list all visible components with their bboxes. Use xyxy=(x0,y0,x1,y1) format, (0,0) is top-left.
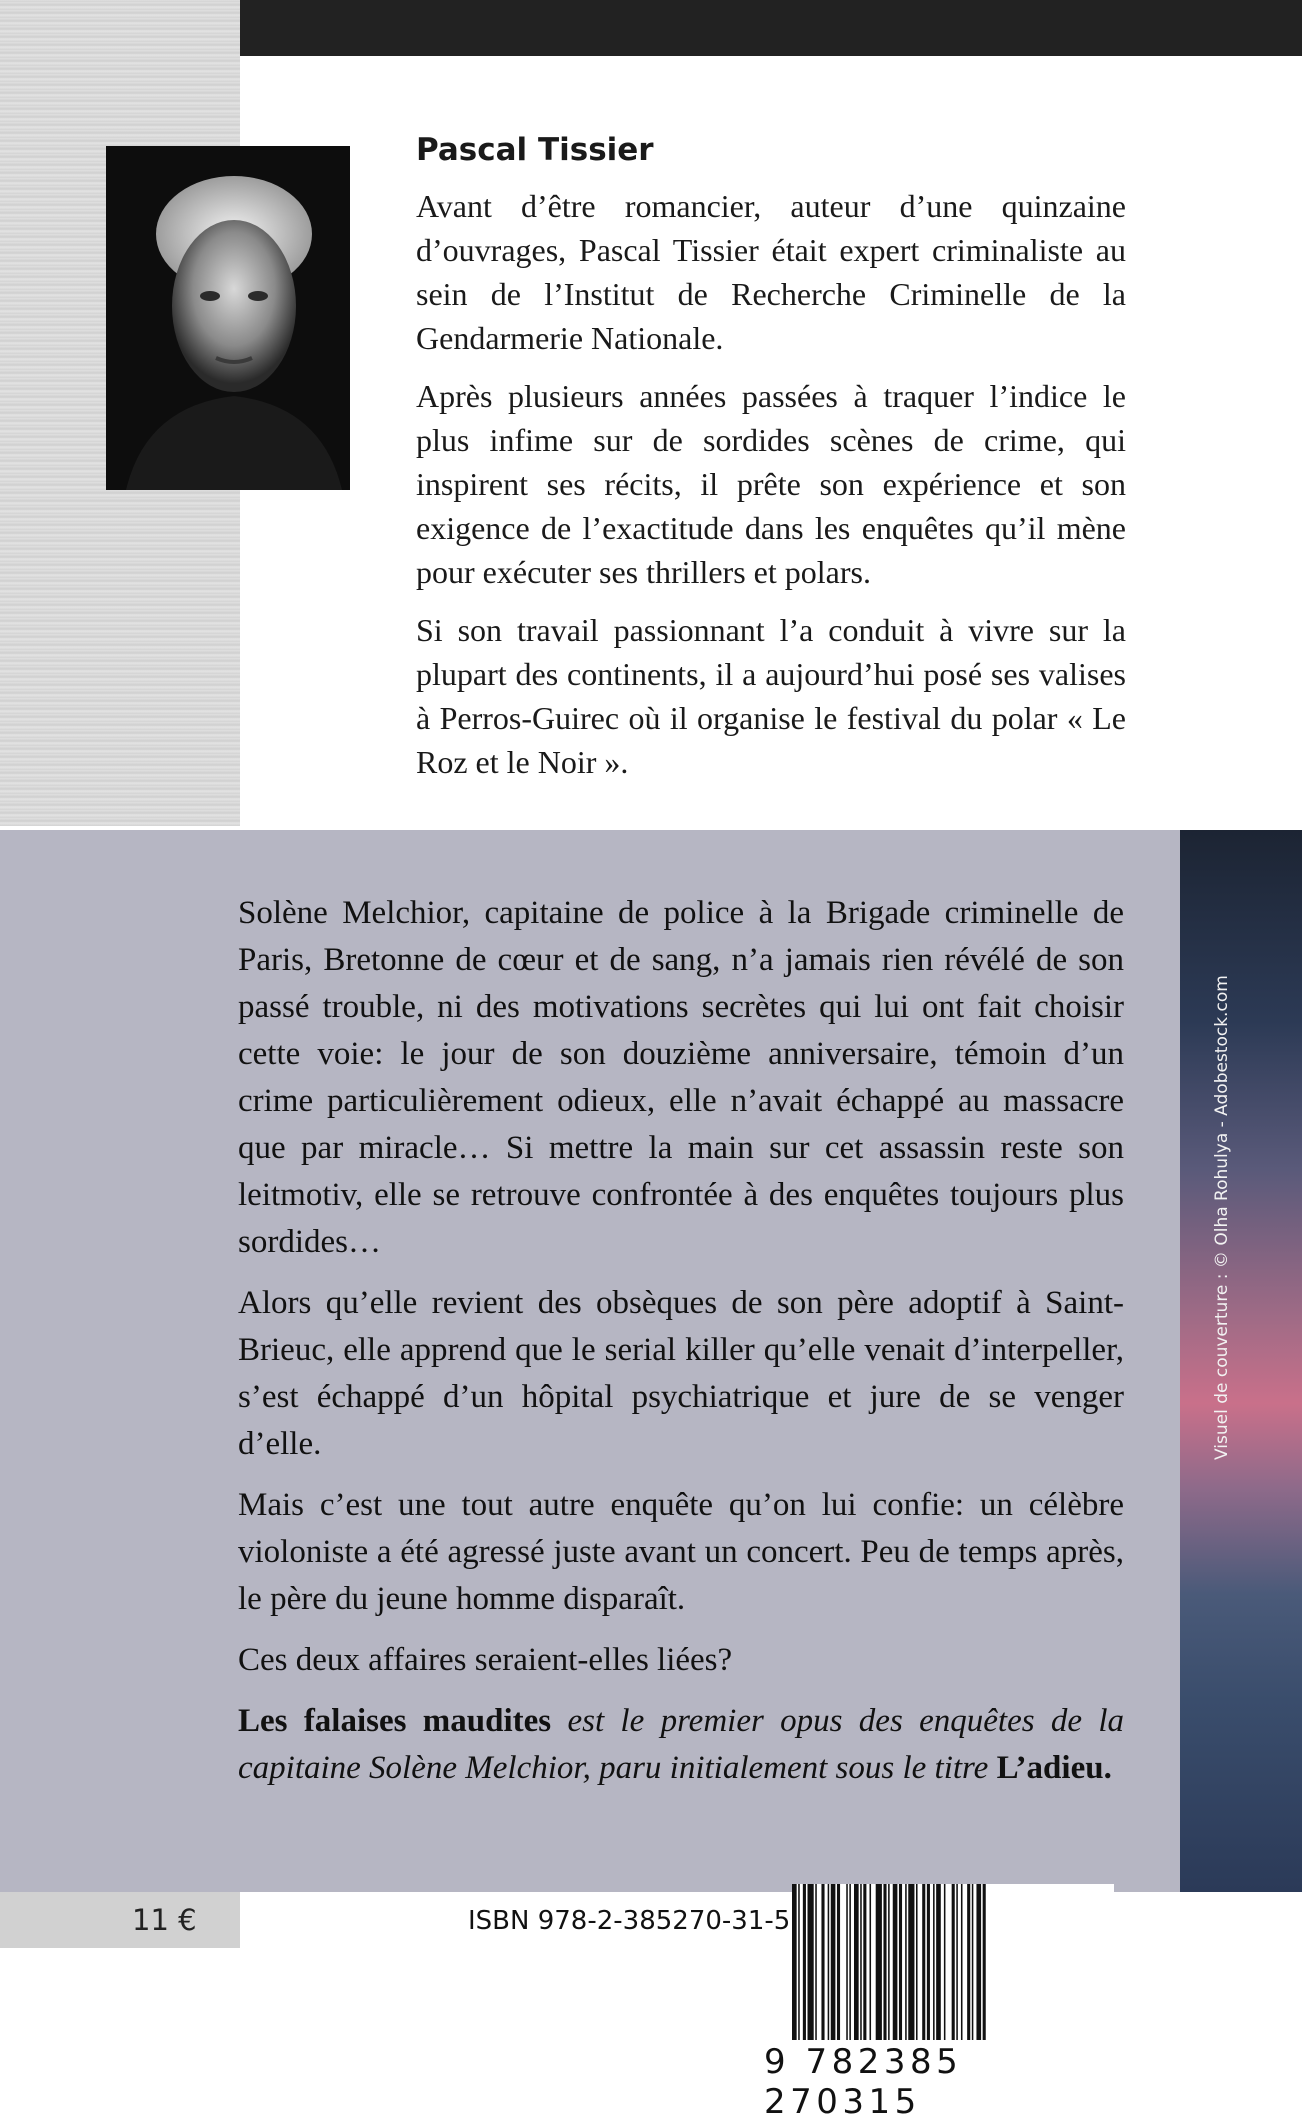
barcode-bar xyxy=(792,1884,797,2040)
bio-paragraph: Avant d’être romancier, auteur d’une quinzaine d’ouvrages, Pascal Tissier était expert criminaliste au sein de l’Institut de Recherche Criminelle de la Gendarmerie Nationale. xyxy=(416,188,1126,356)
barcode-bar xyxy=(870,1884,872,2040)
barcode-bar xyxy=(916,1884,918,2040)
barcode-bar xyxy=(905,1884,907,2040)
blurb-paragraph: Mais c’est une tout autre enquête qu’on lui confie: un célèbre violoniste a été agressé juste avant un concert. Peu de temps après, le père du jeune homme disparaît. xyxy=(238,1487,1124,1617)
barcode-bar xyxy=(854,1884,859,2040)
author-name: Pascal Tissier xyxy=(416,132,654,168)
barcode-bar xyxy=(883,1884,886,2040)
barcode-bar xyxy=(983,1884,986,2040)
cover-image-strip xyxy=(1180,830,1302,1892)
barcode-bar xyxy=(944,1884,946,2040)
barcode-bar xyxy=(860,1884,862,2040)
blurb-paragraph: Solène Melchior, capitaine de police à la Brigade criminelle de Paris, Bretonne de cœur et de sang, n’a jamais rien révélé de son passé trouble, ni des motivations secrètes qui lui ont fait choisir cette voie: le jour de son douzième anniversaire, témoin d’un crime particulièrement odieux, elle n’avait échappé au massacre que par miracle… Si mettre la main sur cet assassin reste son leitmotiv, elle se retrouve confrontée à des enquêtes toujours plus sordides… xyxy=(238,895,1124,1260)
blurb-paragraph: Alors qu’elle revient des obsèques de son père adoptif à Saint-Brieuc, elle apprend que le serial killer qu’elle venait d’interpeller, s’est échappé d’un hôpital psychiatrique et jure de se venger d’elle. xyxy=(238,1285,1124,1462)
book-title: Les falaises maudites xyxy=(238,1703,552,1739)
closing-period: . xyxy=(1103,1750,1112,1786)
barcode-bar xyxy=(808,1884,814,2040)
barcode-bar xyxy=(803,1884,806,2040)
barcode-bar xyxy=(828,1884,830,2040)
closing-text: est le premier opus des enquêtes de la capitaine Solène Melchior, paru initialement sous le titre xyxy=(238,1703,1125,1786)
barcode-bar xyxy=(936,1884,941,2040)
barcode-bar xyxy=(888,1884,890,2040)
author-photo xyxy=(106,146,350,490)
author-bio xyxy=(416,132,1126,798)
bio-paragraph: Si son travail passionnant l’a conduit à vivre sur la plupart des continents, il a aujourd’hui posé ses valises à Perros-Guirec où il organise le festival du polar « Le Roz et le Noir ». xyxy=(416,612,1126,780)
book-blurb xyxy=(238,890,1124,1806)
barcode-bar xyxy=(815,1884,817,2040)
blurb-closing xyxy=(238,1698,1124,1792)
barcode-digits: 9 782385 270315 xyxy=(764,2042,963,2122)
barcode-bar xyxy=(893,1884,898,2040)
barcode-bar xyxy=(821,1884,824,2040)
barcode-bar xyxy=(863,1884,866,2040)
image-credit: Visuel de couverture : © Olha Rohulya - Adobestock.com xyxy=(1212,975,1232,1460)
barcode-bar xyxy=(899,1884,902,2040)
barcode-bar xyxy=(961,1884,963,2040)
barcode-bar xyxy=(976,1884,981,2040)
barcode-bar xyxy=(831,1884,836,2040)
barcode-bar xyxy=(927,1884,930,2040)
barcode-bar xyxy=(908,1884,914,2040)
blurb-paragraph: Ces deux affaires seraient-elles liées? xyxy=(238,1642,733,1678)
barcode-bar xyxy=(922,1884,925,2040)
barcode-bar xyxy=(876,1884,882,2040)
price: 11 € xyxy=(132,1903,197,1937)
barcode-bar xyxy=(933,1884,935,2040)
barcode-bar xyxy=(956,1884,958,2040)
barcode-bar xyxy=(846,1884,848,2040)
barcode-bar xyxy=(952,1884,955,2040)
barcode-bar xyxy=(798,1884,800,2040)
isbn: ISBN 978-2-385270-31-5 xyxy=(468,1906,791,1936)
barcode-bar xyxy=(972,1884,974,2040)
price-box xyxy=(0,1892,240,1948)
barcode-bar xyxy=(849,1884,851,2040)
barcode-bar xyxy=(967,1884,970,2040)
former-title: L’adieu xyxy=(996,1750,1104,1786)
bio-paragraph: Après plusieurs années passées à traquer l’indice le plus infime sur de sordides scènes de crime, qui inspirent ses récits, il prête son expérience et son exigence de l’exactitude dans les enquêtes qu’il mène pour exécuter ses thrillers et polars. xyxy=(416,378,1126,590)
barcode-bar xyxy=(837,1884,840,2040)
